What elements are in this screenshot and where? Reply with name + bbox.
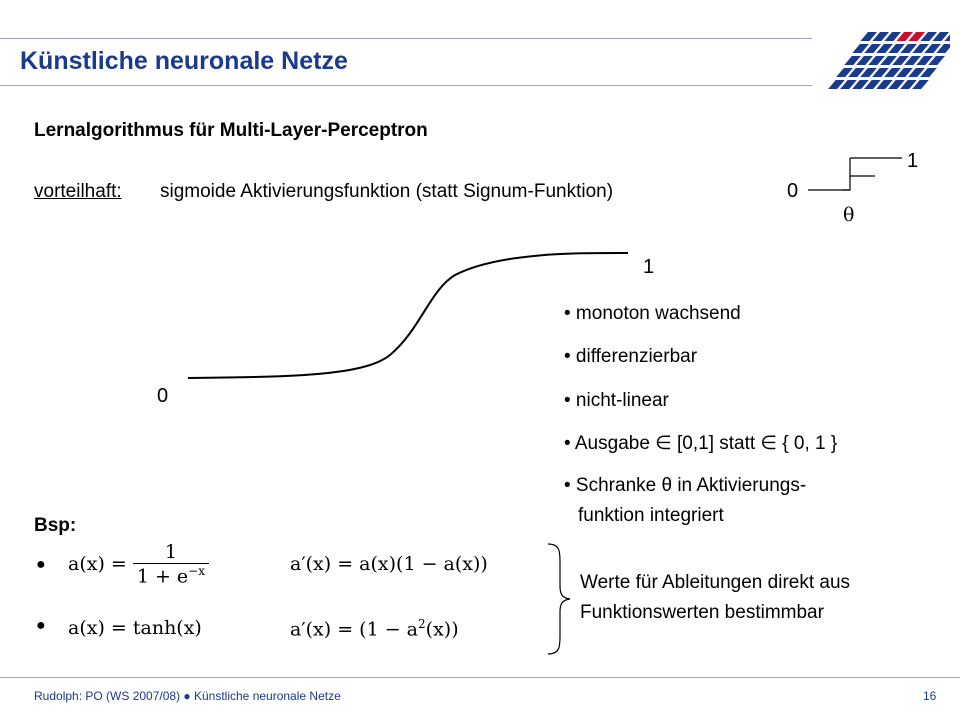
step-low-label: 0 xyxy=(787,180,799,202)
eq1-denominator xyxy=(133,563,209,587)
slide-title: Künstliche neuronale Netze xyxy=(20,47,348,75)
property-item: • differenzierbar xyxy=(564,346,698,367)
examples-label: Bsp: xyxy=(34,515,77,536)
note-line-2: Funktionswerten bestimmbar xyxy=(580,602,824,623)
eq2-deriv-b: (x)) xyxy=(425,618,459,641)
brace-path xyxy=(548,544,570,654)
step-top-branch xyxy=(850,158,875,176)
property-item-continued: funktion integriert xyxy=(578,505,724,526)
footer-course: Rudolph: PO (WS 2007/08) ● Künstliche neuronale Netze xyxy=(34,689,341,703)
property-item: • monoton wachsend xyxy=(564,303,741,324)
title-rule-bottom xyxy=(0,85,812,86)
section-heading: Lernalgorithmus für Multi-Layer-Perceptron xyxy=(34,120,428,141)
advantage-text: sigmoide Aktivierungsfunktion (statt Signum-Funktion) xyxy=(160,181,614,202)
eq2-deriv-a: a′(x) = (1 − a xyxy=(290,618,419,641)
step-low-line xyxy=(808,176,850,190)
eq1-lhs: a(x) = xyxy=(68,553,127,576)
example-bullet: ● xyxy=(36,617,46,634)
sigmoid-low-label: 0 xyxy=(157,385,169,407)
eq1-derivative: a′(x) = a(x)(1 − a(x)) xyxy=(290,553,488,575)
step-high-label: 1 xyxy=(907,150,919,172)
eq2-derivative xyxy=(290,617,459,640)
page-number: 16 xyxy=(923,689,937,703)
step-threshold-label: θ xyxy=(843,204,855,226)
property-item: • Schranke θ in Aktivierungs- xyxy=(564,475,807,496)
sigmoid-curve xyxy=(188,253,628,378)
sigmoid-high-label: 1 xyxy=(643,256,655,278)
curly-brace xyxy=(540,540,580,658)
eq1-numerator: 1 xyxy=(164,541,177,563)
university-logo xyxy=(820,30,950,90)
example-bullet: ● xyxy=(36,556,46,573)
footer-rule xyxy=(0,677,960,678)
property-item: • nicht-linear xyxy=(564,390,669,411)
eq1-fraction xyxy=(133,541,209,587)
property-item: • Ausgabe ∈ [0,1] statt ∈ { 0, 1 } xyxy=(564,433,838,454)
eq2-deriv-exp: 2 xyxy=(418,617,426,631)
eq1-den-exp: −x xyxy=(188,564,205,578)
title-rule-top xyxy=(0,38,812,39)
eq1-den-base: 1 + e xyxy=(136,565,189,588)
advantage-label: vorteilhaft: xyxy=(34,181,122,202)
eq2-lhs: a(x) = tanh(x) xyxy=(68,617,202,639)
equation-1 xyxy=(68,541,209,587)
note-line-1: Werte für Ableitungen direkt aus xyxy=(580,572,851,593)
